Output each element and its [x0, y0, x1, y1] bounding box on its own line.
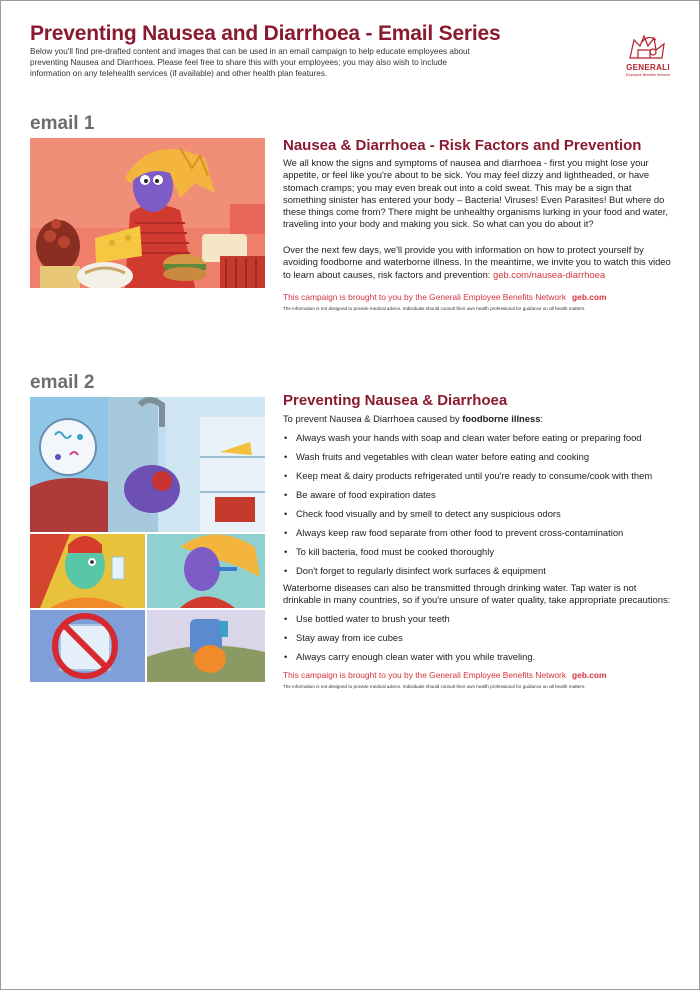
intro-text: Below you'll find pre-drafted content and images that can be used in an email campaign to help educate employees about preventing Nausea and Diarrhoea. Please feel free to share this with your employees; you may also wish to include information on any telehealth services (if available) and other health plan features. — [30, 47, 470, 78]
email-2-intro-prefix: To prevent Nausea & Diarrhoea caused by — [283, 413, 463, 424]
list-item: • Be aware of food expiration dates — [283, 489, 683, 501]
email-1-footer-site[interactable]: geb.com — [572, 292, 607, 302]
list-item: • Stay away from ice cubes — [283, 632, 683, 644]
list-item: • To kill bacteria, food must be cooked thoroughly — [283, 546, 683, 558]
email-2-label: email 2 — [30, 372, 95, 393]
email-1-footer — [283, 292, 606, 302]
list-item: • Always keep raw food separate from other food to prevent cross-contamination — [283, 527, 683, 539]
list-item: • Always carry enough clean water with you while traveling. — [283, 651, 683, 663]
food-bullet-list — [283, 432, 683, 577]
list-item: • Don't forget to regularly disinfect work surfaces & equipment — [283, 565, 683, 577]
list-item: • Keep meat & dairy products refrigerated until you're ready to consume/cook with them — [283, 470, 683, 482]
email-1-disclaimer: The information is not designed to provide medical advice. Individuals should consult their own health professional for guidance on all health matters. — [283, 306, 586, 311]
list-item: • Wash fruits and vegetables with clean water before eating and cooking — [283, 451, 683, 463]
email-1-footer-text: This campaign is brought to you by the Generali Employee Benefits Network — [283, 292, 567, 302]
logo-wordmark: GENERALI — [626, 63, 670, 72]
email-1-illustration — [30, 138, 265, 288]
logo-subtitle: Employee Benefits Network — [625, 73, 671, 77]
list-item: • Check food visually and by smell to detect any suspicious odors — [283, 508, 683, 520]
email-2-footer-site[interactable]: geb.com — [572, 670, 607, 680]
email-2-heading: Preventing Nausea & Diarrhoea — [283, 392, 508, 409]
email-2-intro-bold: foodborne illness — [462, 413, 541, 424]
email-1-label: email 1 — [30, 113, 95, 134]
email-1-paragraph-2-text: Over the next few days, we'll provide you with information on how to protect yourself by avoiding foodborne and waterborne illness. In the meantime, we invite you to watch this video to learn about causes, risk factors and prevention: — [283, 244, 671, 280]
email-1-paragraph-2 — [283, 244, 673, 281]
email-2-footer-text: This campaign is brought to you by the Generali Employee Benefits Network — [283, 670, 567, 680]
email-2-intro-suffix: : — [540, 413, 544, 424]
page-title: Preventing Nausea and Diarrhoea - Email Series — [30, 22, 501, 45]
email-2-footer — [283, 670, 606, 680]
video-link[interactable]: geb.com/nausea-diarrhoea — [493, 268, 606, 280]
email-2-disclaimer: The information is not designed to provide medical advice. Individuals should consult their own health professional for guidance on all health matters. — [283, 684, 586, 689]
email-1-heading: Nausea & Diarrhoea - Risk Factors and Prevention — [283, 137, 642, 154]
email-2-intro — [283, 413, 673, 425]
email-2-illustration-grid — [30, 397, 265, 682]
water-paragraph: Waterborne diseases can also be transmitted through drinking water. Tap water is not drinkable in many countries, so if you're unsure of water quality, take appropriate precautions: — [283, 582, 671, 606]
email-1-paragraph-1: We all know the signs and symptoms of nausea and diarrhoea - first you might lose your appetite, or feel like you're about to be sick. You may feel dizzy and lightheaded, or have stomach cramps; you may even break out into a cold sweat. This may be a sign that something sinister has entered your body – Bacteria! Viruses! Even Parasites! But where do these things come from? There might be unhealthy organisms lurking in your food and water, traveling into your body and making you sick. So what can you do about it? — [283, 157, 668, 230]
list-item: • Always wash your hands with soap and clean water before eating or preparing food — [283, 432, 683, 444]
list-item: • Use bottled water to brush your teeth — [283, 613, 683, 625]
water-bullet-list — [283, 613, 683, 663]
